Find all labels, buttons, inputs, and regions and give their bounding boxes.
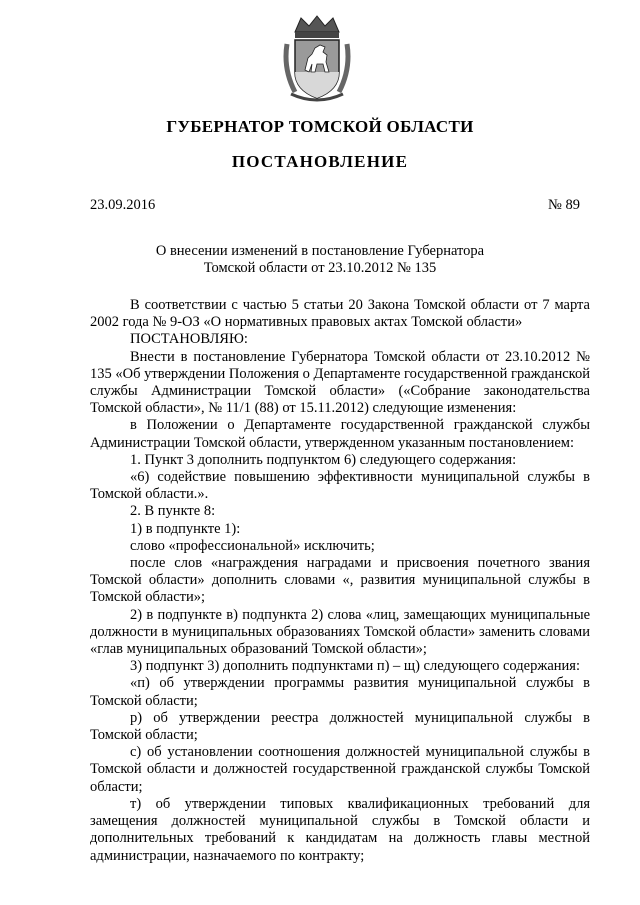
body-paragraph: 1. Пункт 3 дополнить подпунктом 6) следующего содержания: [130, 451, 517, 468]
body-paragraph: ПОСТАНОВЛЯЮ: [130, 331, 248, 348]
body-paragraph: слово «профессиональной» исключить; [130, 537, 375, 554]
document-date: 23.09.2016 [90, 197, 156, 213]
body-paragraph: с) об установлении соотношения должностей муниципальной службы в Томской области и должностей государственной гражданской службы Томской области; [90, 744, 590, 795]
body-paragraph: 2) в подпункте в) подпункта 2) слова «лиц, замещающих муниципальные должности в муниципальных образованиях Томской области» заменить словами «глав муниципальных образований Томской области»; [90, 606, 590, 658]
body-paragraph: 2. В пункте 8: [130, 503, 216, 520]
body-paragraph: Внести в постановление Губернатора Томской области от 23.10.2012 № 135 «Об утверждении Положения о Департаменте государственной гражданской службы Администрации Томской области» («Собрание законодательства Томской области», № 11/1 (88) от 15.11.2012) следующие изменения: [90, 348, 590, 417]
document-subject [0, 243, 640, 277]
authority-heading: ГУБЕРНАТОР ТОМСКОЙ ОБЛАСТИ [166, 117, 474, 136]
body-paragraph: 3) подпункт 3) дополнить подпунктами п) – щ) следующего содержания: [130, 658, 580, 675]
body-paragraph: в Положении о Департаменте государственной гражданской службы Администрации Томской области, утвержденном указанным постановлением: [90, 417, 590, 451]
document-number: № 89 [548, 197, 580, 213]
body-paragraph: р) об утверждении реестра должностей муниципальной службы в Томской области; [90, 709, 590, 744]
body-paragraph: «6) содействие повышению эффективности муниципальной службы в Томской области.». [90, 469, 590, 503]
body-paragraph: после слов «награждения наградами и присвоения почетного звания Томской области» дополнить словами «, развития муниципальной службы в Томской области»; [90, 555, 590, 606]
body-paragraph: т) об утверждении типовых квалификационных требований для замещения должностей муниципальной службы в Томской области и дополнительных требований к кандидатам на должность главы местной администрации, назначаемого по контракту; [90, 795, 590, 864]
subject-line: Томской области от 23.10.2012 № 135 [203, 260, 437, 276]
subject-line: О внесении изменений в постановление Губернатора [155, 243, 485, 259]
document-body [90, 297, 590, 865]
body-paragraph: 1) в подпункте 1): [130, 520, 241, 537]
body-paragraph: «п) об утверждении программы развития муниципальной службы в Томской области; [90, 675, 590, 709]
document-type-heading: ПОСТАНОВЛЕНИЕ [231, 152, 409, 171]
body-paragraph: В соответствии с частью 5 статьи 20 Закона Томской области от 7 марта 2002 года № 9-ОЗ «О нормативных правовых актах Томской области» [90, 297, 590, 331]
tomsk-oblast-coat-of-arms-icon [281, 14, 353, 104]
